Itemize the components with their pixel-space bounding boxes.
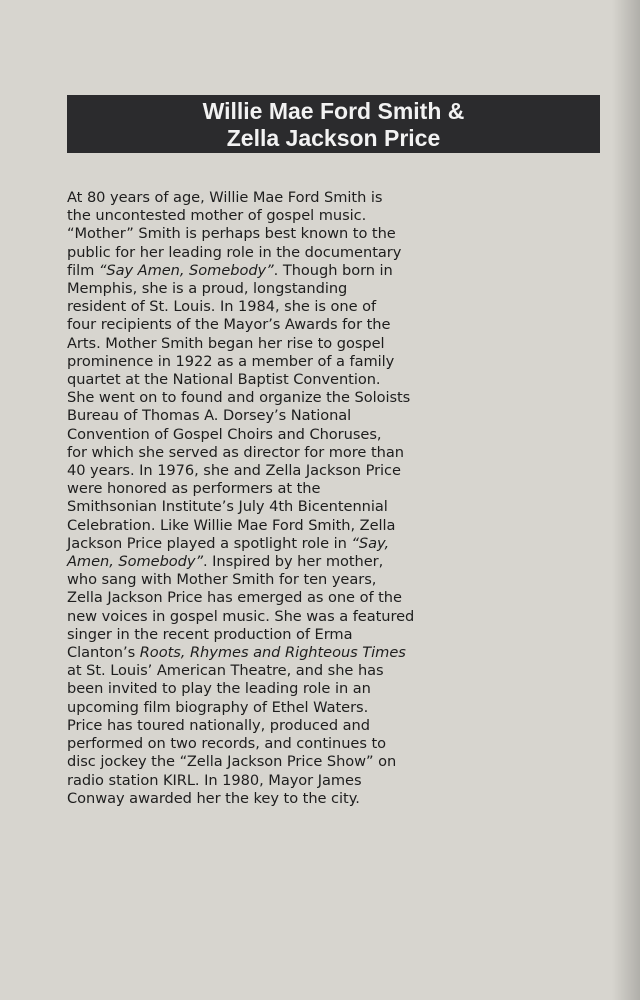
paragraph-line: Celebration. Like Willie Mae Ford Smith, Zella	[67, 516, 396, 534]
work-title: “Say,	[351, 534, 390, 552]
paragraph-line: Clanton’s Roots, Rhymes and Righteous Times	[67, 644, 406, 662]
paragraph-line: Arts. Mother Smith began her rise to gospel	[67, 334, 385, 352]
biography-paragraph	[67, 189, 439, 808]
paragraph-line: Price has toured nationally, produced and	[67, 716, 370, 734]
paragraph-line: at St. Louis’ American Theatre, and she has	[67, 662, 384, 680]
paragraph-line: public for her leading role in the documentary	[67, 243, 402, 261]
paragraph-line: 40 years. In 1976, she and Zella Jackson Price	[67, 462, 401, 480]
paragraph-line: At 80 years of age, Willie Mae Ford Smith is	[67, 189, 383, 206]
paragraph-line: radio station KIRL. In 1980, Mayor James	[67, 771, 362, 789]
paragraph-line: disc jockey the “Zella Jackson Price Show” on	[67, 753, 397, 771]
paragraph-line: for which she served as director for more than	[67, 443, 404, 461]
paragraph-line: singer in the recent production of Erma	[67, 625, 353, 643]
paragraph-line: Amen, Somebody”. Inspired by her mother,	[67, 553, 384, 571]
paragraph-line: prominence in 1922 as a member of a family	[67, 352, 395, 370]
page-edge-shadow	[612, 0, 640, 1000]
paragraph-line: were honored as performers at the	[67, 480, 321, 498]
paragraph-line: Smithsonian Institute’s July 4th Bicentennial	[67, 498, 388, 516]
paragraph-line: Convention of Gospel Choirs and Choruses,	[67, 425, 382, 443]
paragraph-line: who sang with Mother Smith for ten years,	[67, 571, 377, 589]
paragraph-line: the uncontested mother of gospel music.	[67, 207, 367, 225]
paragraph-line: Zella Jackson Price has emerged as one of the	[67, 589, 402, 607]
paragraph-line: new voices in gospel music. She was a featured	[67, 607, 415, 625]
paragraph-line: quartet at the National Baptist Convention.	[67, 371, 381, 389]
paragraph-line: performed on two records, and continues to	[67, 735, 387, 753]
paragraph-line: resident of St. Louis. In 1984, she is one of	[67, 298, 377, 316]
page-title	[67, 95, 600, 153]
paragraph-line: four recipients of the Mayor’s Awards for the	[67, 316, 391, 334]
paragraph-line: been invited to play the leading role in an	[67, 680, 371, 698]
paragraph-line: Memphis, she is a proud, longstanding	[67, 280, 348, 298]
work-title: Amen, Somebody”	[67, 553, 203, 571]
paragraph-line: Bureau of Thomas A. Dorsey’s National	[67, 407, 352, 425]
paragraph-line: film “Say Amen, Somebody”. Though born in	[67, 261, 393, 279]
title-line-2: Zella Jackson Price	[226, 125, 441, 151]
work-title: Roots, Rhymes and Righteous Times	[139, 644, 406, 662]
paragraph-line: “Mother” Smith is perhaps best known to the	[67, 225, 396, 243]
paragraph-line: Conway awarded her the key to the city.	[67, 789, 360, 807]
paragraph-line: Jackson Price played a spotlight role in “Say,	[67, 534, 390, 552]
paragraph-line: She went on to found and organize the Soloists	[67, 389, 411, 407]
work-title: “Say Amen, Somebody”	[98, 261, 274, 279]
title-line-1: Willie Mae Ford Smith &	[202, 98, 465, 124]
paragraph-line: upcoming film biography of Ethel Waters.	[67, 698, 369, 716]
